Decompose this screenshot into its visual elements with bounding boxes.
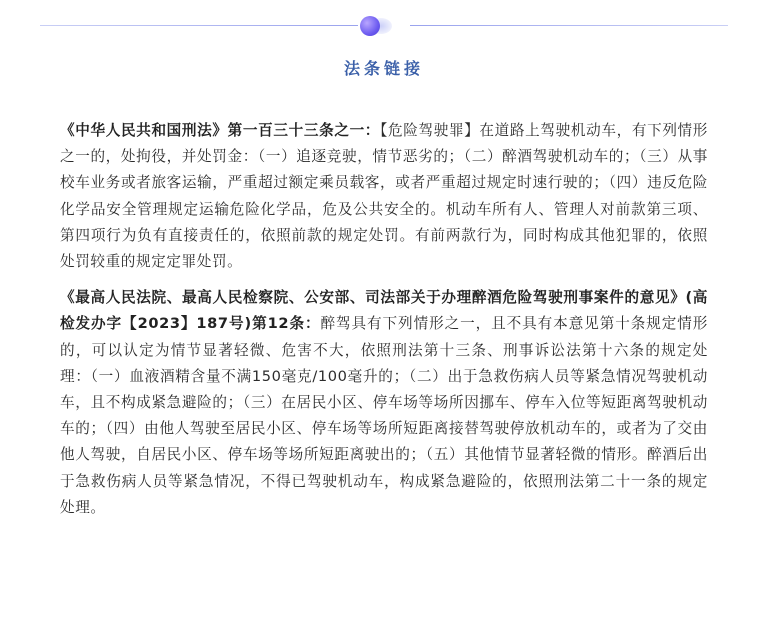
law-citation: 《最高人民法院、最高人民检察院、公安部、司法部关于办理醉酒危险驾驶刑事案件的意见》(高检发办字【2023】187号)第12条： [60, 289, 708, 333]
law-text: 醉驾具有下列情形之一，且不具有本意见第十条规定情形的，可以认定为情节显著轻微、危害不大，依照刑法第十三条、刑事诉讼法第十六条的规定处理：（一）血液酒精含量不满150毫克/100毫升的；（二）出于急救伤病人员等紧急情况驾驶机动车，且不构成紧急避险的；（三）在居民小区、停车场等场所因挪车、停车入位等短距离驾驶机动车的；（四）由他人驾驶至居民小区、停车场等场所短距离接替驾驶停放机动车的，或者为了交由他人驾驶，自居民小区、停车场等场所短距离驶出的；（五）其他情节显著轻微的情形。醉酒后出于急救伤病人员等紧急情况，不得已驾驶机动车，构成紧急避险的，依照刑法第二十一条的规定处理。 [60, 315, 708, 516]
orb-dot [360, 16, 380, 36]
article-content [60, 118, 708, 531]
law-paragraph-criminal-law [60, 118, 708, 275]
law-paragraph-opinion [60, 285, 708, 521]
divider-line-right [410, 25, 728, 26]
law-text: 【危险驾驶罪】在道路上驾驶机动车，有下列情形之一的，处拘役，并处罚金：（一）追逐竞驶，情节恶劣的；（二）醉酒驾驶机动车的；（三）从事校车业务或者旅客运输，严重超过额定乘员载客，或者严重超过规定时速行驶的；（四）违反危险化学品安全管理规定运输危险化学品，危及公共安全的。机动车所有人、管理人对前款第三项、第四项行为负有直接责任的，依照前款的规定处罚。有前两款行为，同时构成其他犯罪的，依照处罚较重的规定定罪处罚。 [60, 122, 708, 271]
law-citation: 《中华人民共和国刑法》第一百三十三条之一： [60, 122, 381, 139]
section-title: 法条链接 [343, 59, 424, 78]
orb-ornament-icon [356, 14, 412, 38]
divider-line-left [40, 25, 358, 26]
